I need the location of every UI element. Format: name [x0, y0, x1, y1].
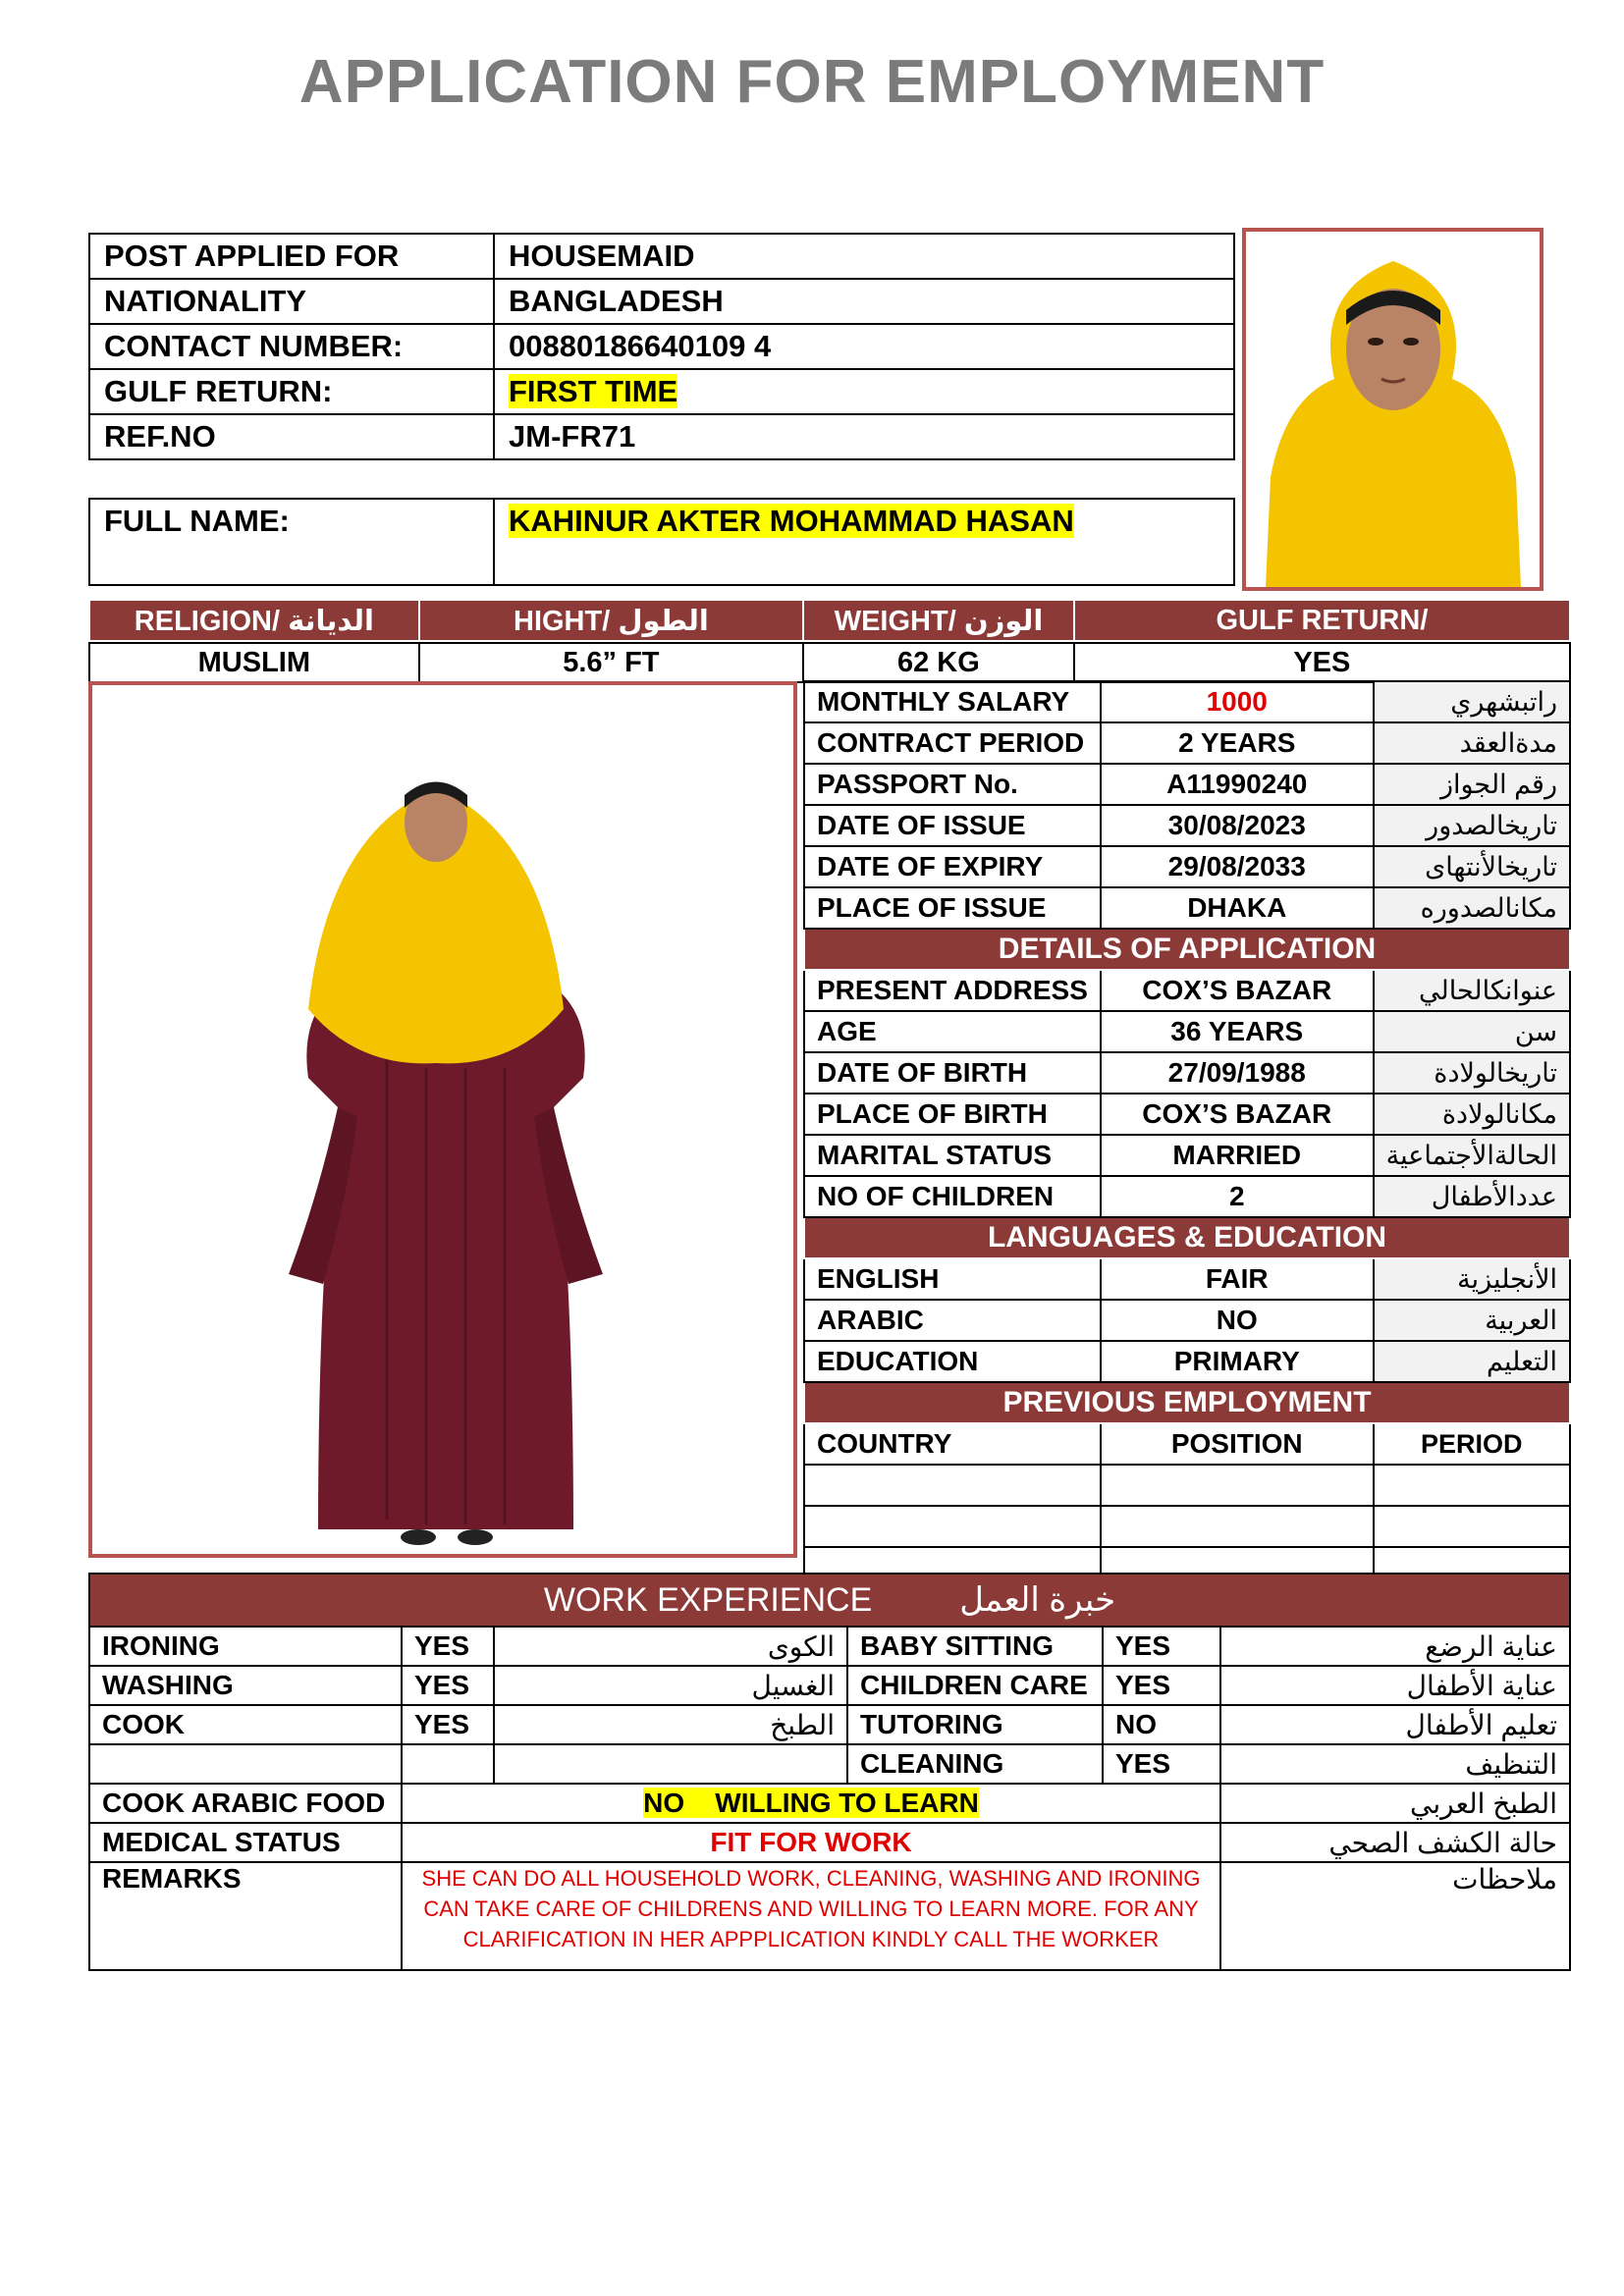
info-label: POST APPLIED FOR	[89, 234, 494, 279]
detail-value: PRIMARY	[1101, 1341, 1374, 1382]
cook-arabic-cell	[402, 1784, 1220, 1823]
section-header	[804, 1382, 1570, 1423]
skill-arabic: الغسيل	[494, 1666, 847, 1705]
detail-arabic: راتبشهري	[1374, 681, 1570, 722]
weight-value: 62 KG	[803, 643, 1074, 682]
detail-arabic: مكانالصدوره	[1374, 887, 1570, 929]
empty-cell	[1101, 1465, 1374, 1506]
table-row	[89, 1666, 1570, 1705]
table-row	[89, 1862, 1570, 1970]
medical-status-arabic: حالة الكشف الصحي	[1220, 1823, 1570, 1862]
remarks-arabic: ملاحظات	[1220, 1862, 1570, 1970]
skill-label: BABY SITTING	[847, 1627, 1103, 1666]
detail-label: PRESENT ADDRESS	[804, 970, 1101, 1011]
cook-arabic-value: NO WILLING TO LEARN	[643, 1788, 979, 1818]
height-value: 5.6” FT	[419, 643, 803, 682]
table-row	[89, 643, 1570, 682]
table-row	[804, 1258, 1570, 1300]
empty-cell	[402, 1744, 494, 1784]
attributes-header	[88, 599, 1571, 642]
detail-arabic: تاريخالصدور	[1374, 805, 1570, 846]
table-row	[804, 1176, 1570, 1217]
portrait-image	[1246, 232, 1540, 587]
table-row	[804, 764, 1570, 805]
detail-value: MARRIED	[1101, 1135, 1374, 1176]
detail-label: MARITAL STATUS	[804, 1135, 1101, 1176]
detail-value: 29/08/2033	[1101, 846, 1374, 887]
empty-cell	[1374, 1506, 1570, 1547]
full-name-value: KAHINUR AKTER MOHAMMAD HASAN	[509, 504, 1074, 538]
section-title-languages: LANGUAGES & EDUCATION	[804, 1217, 1570, 1258]
religion-header: RELIGION/ الديانة	[89, 600, 419, 641]
column-header-position: POSITION	[1101, 1423, 1374, 1465]
section-header	[804, 929, 1570, 970]
detail-label: ENGLISH	[804, 1258, 1101, 1300]
table-row	[804, 1341, 1570, 1382]
table-row	[89, 1823, 1570, 1862]
detail-value: 27/09/1988	[1101, 1052, 1374, 1094]
detail-arabic: التعليم	[1374, 1341, 1570, 1382]
info-label: REF.NO	[89, 414, 494, 459]
work-title-ar: خبرة العمل	[959, 1581, 1116, 1619]
medical-status-label: MEDICAL STATUS	[89, 1823, 402, 1862]
detail-label: PLACE OF ISSUE	[804, 887, 1101, 929]
detail-arabic: رقم الجواز	[1374, 764, 1570, 805]
page-title: APPLICATION FOR EMPLOYMENT	[298, 48, 1326, 116]
empty-cell	[1374, 1465, 1570, 1506]
skill-label: CHILDREN CARE	[847, 1666, 1103, 1705]
skill-value: YES	[402, 1627, 494, 1666]
detail-arabic: سن	[1374, 1011, 1570, 1052]
table-row	[804, 1011, 1570, 1052]
column-header-period: PERIOD	[1374, 1423, 1570, 1465]
table-row	[89, 369, 1234, 414]
table-row	[804, 970, 1570, 1011]
info-label: GULF RETURN:	[89, 369, 494, 414]
table-row	[89, 324, 1234, 369]
detail-label: DATE OF EXPIRY	[804, 846, 1101, 887]
gulf-return-header: GULF RETURN/	[1074, 600, 1570, 641]
table-row	[89, 414, 1234, 459]
table-row	[89, 234, 1234, 279]
detail-value: 2	[1101, 1176, 1374, 1217]
cook-arabic-arabic: الطبخ العربي	[1220, 1784, 1570, 1823]
skill-arabic: الكوى	[494, 1627, 847, 1666]
section-title-previous: PREVIOUS EMPLOYMENT	[804, 1382, 1570, 1423]
skill-arabic: الطبخ	[494, 1705, 847, 1744]
personal-info-table	[88, 233, 1235, 460]
skill-arabic: التنظيف	[1220, 1744, 1570, 1784]
detail-label: DATE OF ISSUE	[804, 805, 1101, 846]
weight-header: WEIGHT/ الوزن	[803, 600, 1074, 641]
skill-value: YES	[402, 1705, 494, 1744]
detail-label: MONTHLY SALARY	[804, 681, 1101, 722]
full-name-label: FULL NAME:	[89, 499, 494, 585]
table-row	[804, 846, 1570, 887]
detail-value: 36 YEARS	[1101, 1011, 1374, 1052]
empty-cell	[804, 1506, 1101, 1547]
skill-label: WASHING	[89, 1666, 402, 1705]
detail-value: FAIR	[1101, 1258, 1374, 1300]
section-header	[804, 1217, 1570, 1258]
info-label: CONTACT NUMBER:	[89, 324, 494, 369]
header-row	[89, 600, 1570, 641]
skill-arabic: تعليم الأطفال	[1220, 1705, 1570, 1744]
skill-value: YES	[1103, 1666, 1220, 1705]
detail-value: A11990240	[1101, 764, 1374, 805]
table-row	[89, 1784, 1570, 1823]
table-row	[804, 1052, 1570, 1094]
full-name-cell	[494, 499, 1234, 585]
table-row	[804, 1094, 1570, 1135]
info-value: HOUSEMAID	[494, 234, 1234, 279]
cook-arabic-label: COOK ARABIC FOOD	[89, 1784, 402, 1823]
skill-value: NO	[1103, 1705, 1220, 1744]
work-experience-title	[89, 1574, 1570, 1627]
table-row	[804, 805, 1570, 846]
skill-value: YES	[402, 1666, 494, 1705]
info-value: BANGLADESH	[494, 279, 1234, 324]
table-row	[804, 1465, 1570, 1506]
detail-value: NO	[1101, 1300, 1374, 1341]
detail-value: COX’S BAZAR	[1101, 970, 1374, 1011]
full-body-photo	[88, 681, 797, 1558]
detail-label: CONTRACT PERIOD	[804, 722, 1101, 764]
detail-label: PASSPORT No.	[804, 764, 1101, 805]
info-value: JM-FR71	[494, 414, 1234, 459]
portrait-photo	[1242, 228, 1543, 591]
detail-label: DATE OF BIRTH	[804, 1052, 1101, 1094]
table-row	[89, 1744, 1570, 1784]
section-title-application: DETAILS OF APPLICATION	[804, 929, 1570, 970]
table-row	[804, 1506, 1570, 1547]
full-name-box	[88, 498, 1235, 586]
empty-cell	[494, 1744, 847, 1784]
table-row	[89, 279, 1234, 324]
skill-label: COOK	[89, 1705, 402, 1744]
detail-value: 2 YEARS	[1101, 722, 1374, 764]
info-value: 00880186640109 4	[494, 324, 1234, 369]
detail-label: PLACE OF BIRTH	[804, 1094, 1101, 1135]
skill-label: TUTORING	[847, 1705, 1103, 1744]
table-row	[89, 499, 1234, 585]
detail-arabic: الأنجليزية	[1374, 1258, 1570, 1300]
detail-value: DHAKA	[1101, 887, 1374, 929]
detail-arabic: مدةالعقد	[1374, 722, 1570, 764]
detail-arabic: الحالةالأجتماعية	[1374, 1135, 1570, 1176]
gulf-return-value: YES	[1074, 643, 1570, 682]
table-row	[804, 1423, 1570, 1465]
work-title-en: WORK EXPERIENCE	[543, 1581, 873, 1619]
skill-arabic: عناية الرضع	[1220, 1627, 1570, 1666]
height-header: HIGHT/ الطول	[419, 600, 803, 641]
skill-label: IRONING	[89, 1627, 402, 1666]
full-body-image	[92, 685, 793, 1554]
detail-label: ARABIC	[804, 1300, 1101, 1341]
detail-value: 30/08/2023	[1101, 805, 1374, 846]
details-table	[803, 680, 1571, 1589]
detail-arabic: عددالأطفال	[1374, 1176, 1570, 1217]
info-label: NATIONALITY	[89, 279, 494, 324]
remarks-label: REMARKS	[89, 1862, 402, 1970]
empty-cell	[1101, 1506, 1374, 1547]
table-row	[804, 722, 1570, 764]
column-header-country: COUNTRY	[804, 1423, 1101, 1465]
empty-cell	[804, 1465, 1101, 1506]
section-header	[89, 1574, 1570, 1627]
religion-value: MUSLIM	[89, 643, 419, 682]
empty-cell	[89, 1744, 402, 1784]
detail-arabic: مكانالولادة	[1374, 1094, 1570, 1135]
skill-value: YES	[1103, 1744, 1220, 1784]
gulf-return-highlight: FIRST TIME	[509, 374, 678, 408]
detail-label: NO OF CHILDREN	[804, 1176, 1101, 1217]
detail-label: EDUCATION	[804, 1341, 1101, 1382]
table-row	[89, 1705, 1570, 1744]
skill-value: YES	[1103, 1627, 1220, 1666]
skill-label: CLEANING	[847, 1744, 1103, 1784]
skill-arabic: عناية الأطفال	[1220, 1666, 1570, 1705]
remarks-value: SHE CAN DO ALL HOUSEHOLD WORK, CLEANING, WASHING AND IRONING CAN TAKE CARE OF CHILDRENS AND WILLING TO LEARN MORE. FOR ANY CLARIFICATION IN HER APPPLICATION KINDLY CALL THE WORKER	[402, 1862, 1220, 1970]
info-value	[494, 369, 1234, 414]
table-row	[804, 681, 1570, 722]
work-experience-table	[88, 1573, 1571, 1971]
table-row	[804, 1135, 1570, 1176]
detail-arabic: تاريخالأنتهاى	[1374, 846, 1570, 887]
detail-label: AGE	[804, 1011, 1101, 1052]
attributes-values	[88, 642, 1571, 683]
table-row	[804, 887, 1570, 929]
detail-value: 1000	[1101, 681, 1374, 722]
detail-arabic: عنوانكالحالي	[1374, 970, 1570, 1011]
detail-arabic: تاريخالولادة	[1374, 1052, 1570, 1094]
table-row	[804, 1300, 1570, 1341]
detail-arabic: العربية	[1374, 1300, 1570, 1341]
medical-status-value: FIT FOR WORK	[402, 1823, 1220, 1862]
table-row	[89, 1627, 1570, 1666]
detail-value: COX’S BAZAR	[1101, 1094, 1374, 1135]
